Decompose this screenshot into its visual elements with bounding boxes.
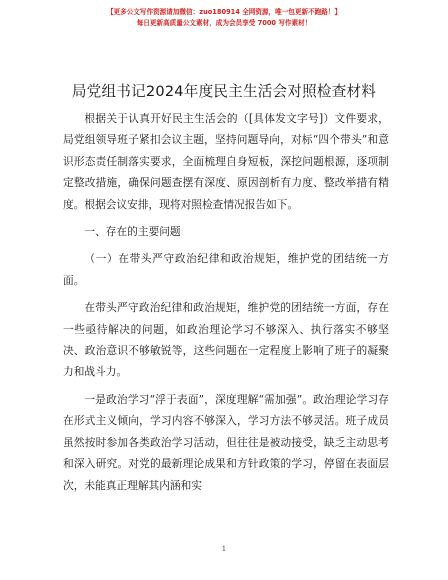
intro-paragraph: 根据关于认真开好民主生活会的（[具体发文字号]）文件要求，局党组领导班子紧扣会议主题，坚持问题导向，对标“四个带头”和意识形态责任制落实要求，全面梳理自身短板，深挖问题根源，逐项制定整改措施，确保问题查摆有深度、原因剖析有力度、整改举措有精度。根据会议安排，现将对照检查情况报告如下。 xyxy=(63,112,389,211)
document-title: 局党组书记2024年度民主生活会对照检查材料 xyxy=(71,83,377,100)
section-heading: 一、存在的主要问题 xyxy=(84,225,181,239)
page-number: 1 xyxy=(221,545,227,553)
document-body xyxy=(63,108,389,496)
promo-banner-line-1: 【更多公文写作资源请加微信：zuo180914 全网资源，唯一包更新不跑路！】 xyxy=(106,8,342,16)
subsection-heading: （一）在带头严守政治纪律和政治规矩，维护党的团结统一方面。 xyxy=(63,252,389,287)
body-paragraph: 一是政治学习“浮于表面”，深度理解“需加强”。政治理论学习存在形式主义倾向，学习内容不够深入，学习方法不够灵活。班子成员虽然按时参加各类政治学习活动，但往往是被动接受，缺乏主动思考和深入研究。对党的最新理论成果和方针政策的学习，停留在表面层次，未能真正理解其内涵和实 xyxy=(63,392,389,492)
promo-banner-line-2: 每日更新高质量公文素材，成为会员享受 7000 写作素材！ xyxy=(136,19,312,27)
body-paragraph: 在带头严守政治纪律和政治规矩，维护党的团结统一方面，存在一些亟待解决的问题，如政治理论学习不够深入、执行落实不够坚决、政治意识不够敏锐等，这些问题在一定程度上影响了班子的凝聚力和战斗力。 xyxy=(63,301,389,379)
